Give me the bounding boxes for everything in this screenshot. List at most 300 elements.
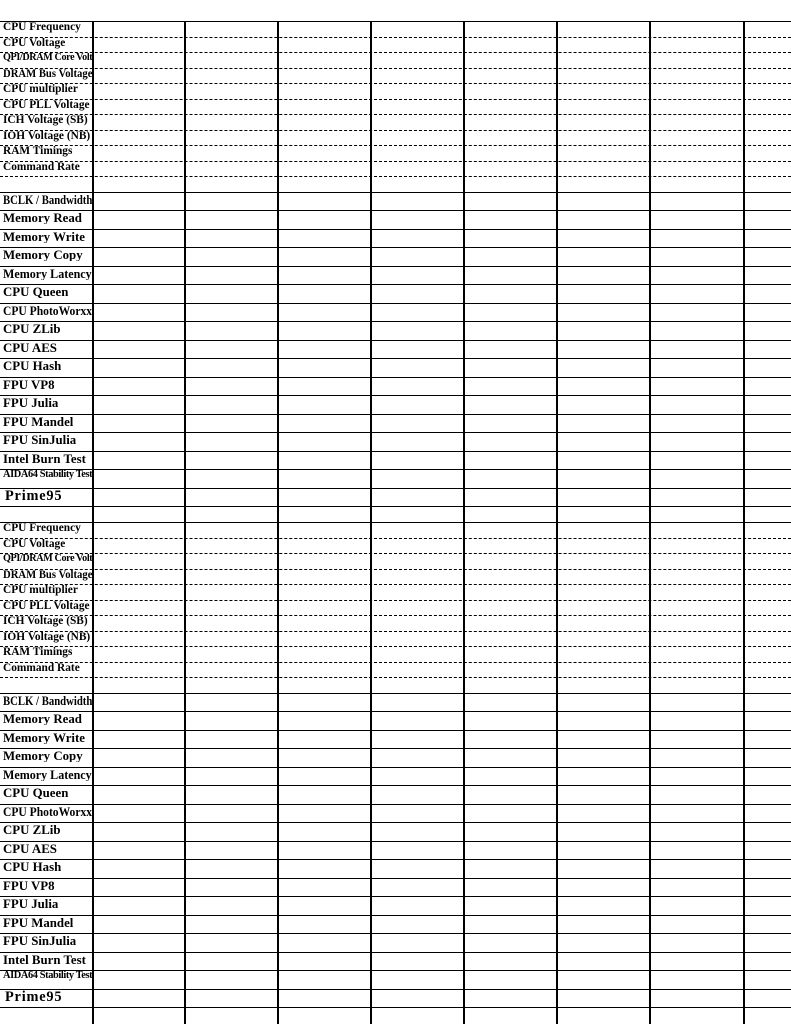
settings-row-cell[interactable]: [373, 569, 464, 585]
benchmark-row-cell[interactable]: [187, 970, 278, 989]
settings-row-cell[interactable]: [95, 37, 185, 52]
settings-row-cell[interactable]: [373, 538, 464, 553]
benchmark-row-cell[interactable]: [373, 748, 464, 767]
benchmark-row-cell[interactable]: [746, 210, 791, 229]
settings-row-cell[interactable]: [652, 615, 744, 631]
settings-row-cell[interactable]: [187, 600, 278, 616]
benchmark-row-cell[interactable]: [652, 488, 744, 507]
benchmark-row-cell[interactable]: [746, 488, 791, 507]
benchmark-row-cell[interactable]: [746, 358, 791, 377]
settings-row-cell[interactable]: [373, 631, 464, 647]
benchmark-row-cell[interactable]: [373, 785, 464, 804]
benchmark-row-cell[interactable]: [373, 841, 464, 860]
benchmark-row-cell[interactable]: [187, 451, 278, 470]
settings-row-cell[interactable]: [373, 677, 464, 693]
benchmark-row-cell[interactable]: [559, 693, 650, 712]
benchmark-row-cell[interactable]: [466, 395, 557, 414]
settings-row-cell[interactable]: [280, 522, 371, 538]
benchmark-row-cell[interactable]: [373, 432, 464, 451]
settings-row-cell[interactable]: [373, 52, 464, 68]
settings-row-cell[interactable]: [746, 600, 791, 616]
benchmark-row-cell[interactable]: [652, 822, 744, 841]
settings-row-cell[interactable]: [95, 114, 185, 130]
benchmark-row-cell[interactable]: [652, 952, 744, 971]
benchmark-row-cell[interactable]: [559, 432, 650, 451]
settings-row-cell[interactable]: [95, 52, 185, 68]
settings-row-cell[interactable]: [280, 584, 371, 600]
benchmark-row-cell[interactable]: [652, 377, 744, 396]
benchmark-row-cell[interactable]: [373, 192, 464, 211]
settings-row-cell[interactable]: [373, 176, 464, 192]
benchmark-row-cell[interactable]: [280, 488, 371, 507]
benchmark-row-cell[interactable]: [95, 451, 185, 470]
benchmark-row-cell[interactable]: [652, 989, 744, 1008]
benchmark-row-cell[interactable]: [559, 229, 650, 248]
benchmark-row-cell[interactable]: [187, 229, 278, 248]
benchmark-row-cell[interactable]: [280, 748, 371, 767]
settings-row-cell[interactable]: [280, 52, 371, 68]
settings-row-cell[interactable]: [95, 83, 185, 99]
benchmark-row-cell[interactable]: [373, 896, 464, 915]
benchmark-row-cell[interactable]: [466, 377, 557, 396]
benchmark-row-cell[interactable]: [280, 395, 371, 414]
benchmark-row-cell[interactable]: [373, 377, 464, 396]
benchmark-row-cell[interactable]: [280, 711, 371, 730]
settings-row-cell[interactable]: [187, 176, 278, 192]
settings-row-cell[interactable]: [187, 161, 278, 177]
benchmark-row-cell[interactable]: [95, 247, 185, 266]
settings-row-cell[interactable]: [652, 553, 744, 569]
settings-row-cell[interactable]: [559, 553, 650, 569]
settings-row-cell[interactable]: [373, 21, 464, 37]
benchmark-row-cell[interactable]: [466, 748, 557, 767]
settings-row-cell[interactable]: [373, 37, 464, 52]
settings-row-cell[interactable]: [187, 584, 278, 600]
settings-row-cell[interactable]: [466, 21, 557, 37]
benchmark-row-cell[interactable]: [373, 730, 464, 749]
benchmark-row-cell[interactable]: [746, 841, 791, 860]
settings-row-cell[interactable]: [466, 569, 557, 585]
benchmark-row-cell[interactable]: [95, 730, 185, 749]
benchmark-row-cell[interactable]: [187, 377, 278, 396]
settings-row-cell[interactable]: [280, 68, 371, 84]
benchmark-row-cell[interactable]: [280, 693, 371, 712]
benchmark-row-cell[interactable]: [652, 748, 744, 767]
benchmark-row-cell[interactable]: [652, 767, 744, 786]
benchmark-row-cell[interactable]: [95, 395, 185, 414]
benchmark-row-cell[interactable]: [373, 693, 464, 712]
benchmark-row-cell[interactable]: [187, 822, 278, 841]
settings-row-cell[interactable]: [373, 83, 464, 99]
benchmark-row-cell[interactable]: [373, 247, 464, 266]
benchmark-row-cell[interactable]: [652, 469, 744, 488]
settings-row-cell[interactable]: [187, 631, 278, 647]
settings-row-cell[interactable]: [746, 83, 791, 99]
benchmark-row-cell[interactable]: [746, 804, 791, 823]
benchmark-row-cell[interactable]: [466, 451, 557, 470]
settings-row-cell[interactable]: [373, 584, 464, 600]
benchmark-row-cell[interactable]: [373, 451, 464, 470]
benchmark-row-cell[interactable]: [187, 711, 278, 730]
settings-row-cell[interactable]: [559, 114, 650, 130]
benchmark-row-cell[interactable]: [373, 804, 464, 823]
settings-row-cell[interactable]: [373, 161, 464, 177]
settings-row-cell[interactable]: [95, 130, 185, 146]
benchmark-row-cell[interactable]: [466, 785, 557, 804]
settings-row-cell[interactable]: [95, 646, 185, 662]
benchmark-row-cell[interactable]: [373, 822, 464, 841]
settings-row-cell[interactable]: [187, 553, 278, 569]
settings-row-cell[interactable]: [95, 99, 185, 115]
settings-row-cell[interactable]: [373, 68, 464, 84]
benchmark-row-cell[interactable]: [373, 284, 464, 303]
settings-row-cell[interactable]: [95, 538, 185, 553]
settings-row-cell[interactable]: [559, 538, 650, 553]
benchmark-row-cell[interactable]: [187, 340, 278, 359]
benchmark-row-cell[interactable]: [280, 767, 371, 786]
benchmark-row-cell[interactable]: [187, 693, 278, 712]
benchmark-row-cell[interactable]: [559, 730, 650, 749]
benchmark-row-cell[interactable]: [95, 804, 185, 823]
settings-row-cell[interactable]: [280, 114, 371, 130]
benchmark-row-cell[interactable]: [187, 210, 278, 229]
settings-row-cell[interactable]: [652, 569, 744, 585]
settings-row-cell[interactable]: [559, 52, 650, 68]
benchmark-row-cell[interactable]: [652, 970, 744, 989]
settings-row-cell[interactable]: [466, 600, 557, 616]
settings-row-cell[interactable]: [746, 130, 791, 146]
settings-row-cell[interactable]: [746, 569, 791, 585]
benchmark-row-cell[interactable]: [187, 414, 278, 433]
settings-row-cell[interactable]: [746, 161, 791, 177]
settings-row-cell[interactable]: [652, 538, 744, 553]
benchmark-row-cell[interactable]: [373, 469, 464, 488]
settings-row-cell[interactable]: [187, 677, 278, 693]
benchmark-row-cell[interactable]: [187, 303, 278, 322]
benchmark-row-cell[interactable]: [187, 358, 278, 377]
settings-row-cell[interactable]: [559, 145, 650, 161]
settings-row-cell[interactable]: [373, 553, 464, 569]
settings-row-cell[interactable]: [746, 99, 791, 115]
benchmark-row-cell[interactable]: [95, 952, 185, 971]
settings-row-cell[interactable]: [652, 176, 744, 192]
benchmark-row-cell[interactable]: [187, 989, 278, 1008]
settings-row-cell[interactable]: [280, 37, 371, 52]
settings-row-cell[interactable]: [187, 646, 278, 662]
benchmark-row-cell[interactable]: [95, 841, 185, 860]
benchmark-row-cell[interactable]: [466, 303, 557, 322]
settings-row-cell[interactable]: [280, 145, 371, 161]
benchmark-row-cell[interactable]: [746, 896, 791, 915]
benchmark-row-cell[interactable]: [652, 210, 744, 229]
benchmark-row-cell[interactable]: [559, 989, 650, 1008]
settings-row-cell[interactable]: [746, 553, 791, 569]
settings-row-cell[interactable]: [280, 615, 371, 631]
settings-row-cell[interactable]: [746, 584, 791, 600]
benchmark-row-cell[interactable]: [466, 432, 557, 451]
settings-row-cell[interactable]: [466, 37, 557, 52]
benchmark-row-cell[interactable]: [466, 284, 557, 303]
benchmark-row-cell[interactable]: [652, 321, 744, 340]
benchmark-row-cell[interactable]: [559, 952, 650, 971]
settings-row-cell[interactable]: [280, 553, 371, 569]
benchmark-row-cell[interactable]: [95, 210, 185, 229]
settings-row-cell[interactable]: [652, 161, 744, 177]
settings-row-cell[interactable]: [95, 677, 185, 693]
benchmark-row-cell[interactable]: [746, 451, 791, 470]
settings-row-cell[interactable]: [652, 68, 744, 84]
settings-row-cell[interactable]: [746, 145, 791, 161]
settings-row-cell[interactable]: [559, 522, 650, 538]
benchmark-row-cell[interactable]: [652, 859, 744, 878]
settings-row-cell[interactable]: [559, 584, 650, 600]
benchmark-row-cell[interactable]: [746, 303, 791, 322]
settings-row-cell[interactable]: [280, 176, 371, 192]
settings-row-cell[interactable]: [280, 677, 371, 693]
benchmark-row-cell[interactable]: [652, 229, 744, 248]
settings-row-cell[interactable]: [95, 615, 185, 631]
settings-row-cell[interactable]: [746, 662, 791, 678]
benchmark-row-cell[interactable]: [466, 915, 557, 934]
benchmark-row-cell[interactable]: [466, 841, 557, 860]
benchmark-row-cell[interactable]: [95, 859, 185, 878]
benchmark-row-cell[interactable]: [187, 878, 278, 897]
benchmark-row-cell[interactable]: [746, 266, 791, 285]
settings-row-cell[interactable]: [187, 114, 278, 130]
benchmark-row-cell[interactable]: [746, 989, 791, 1008]
benchmark-row-cell[interactable]: [559, 859, 650, 878]
settings-row-cell[interactable]: [466, 646, 557, 662]
settings-row-cell[interactable]: [652, 677, 744, 693]
benchmark-row-cell[interactable]: [280, 377, 371, 396]
benchmark-row-cell[interactable]: [466, 321, 557, 340]
settings-row-cell[interactable]: [652, 631, 744, 647]
settings-row-cell[interactable]: [559, 600, 650, 616]
benchmark-row-cell[interactable]: [746, 432, 791, 451]
settings-row-cell[interactable]: [280, 631, 371, 647]
benchmark-row-cell[interactable]: [466, 340, 557, 359]
settings-row-cell[interactable]: [187, 662, 278, 678]
benchmark-row-cell[interactable]: [466, 989, 557, 1008]
benchmark-row-cell[interactable]: [746, 414, 791, 433]
settings-row-cell[interactable]: [373, 145, 464, 161]
settings-row-cell[interactable]: [559, 130, 650, 146]
benchmark-row-cell[interactable]: [559, 878, 650, 897]
benchmark-row-cell[interactable]: [746, 693, 791, 712]
benchmark-row-cell[interactable]: [466, 358, 557, 377]
benchmark-row-cell[interactable]: [373, 711, 464, 730]
benchmark-row-cell[interactable]: [559, 247, 650, 266]
benchmark-row-cell[interactable]: [559, 822, 650, 841]
benchmark-row-cell[interactable]: [280, 933, 371, 952]
benchmark-row-cell[interactable]: [559, 488, 650, 507]
benchmark-row-cell[interactable]: [746, 340, 791, 359]
benchmark-row-cell[interactable]: [746, 247, 791, 266]
settings-row-cell[interactable]: [652, 37, 744, 52]
benchmark-row-cell[interactable]: [652, 340, 744, 359]
benchmark-row-cell[interactable]: [559, 804, 650, 823]
benchmark-row-cell[interactable]: [95, 469, 185, 488]
settings-row-cell[interactable]: [652, 600, 744, 616]
settings-row-cell[interactable]: [280, 83, 371, 99]
benchmark-row-cell[interactable]: [280, 859, 371, 878]
settings-row-cell[interactable]: [652, 114, 744, 130]
benchmark-row-cell[interactable]: [280, 469, 371, 488]
benchmark-row-cell[interactable]: [187, 859, 278, 878]
benchmark-row-cell[interactable]: [746, 192, 791, 211]
benchmark-row-cell[interactable]: [187, 804, 278, 823]
settings-row-cell[interactable]: [559, 83, 650, 99]
benchmark-row-cell[interactable]: [95, 822, 185, 841]
benchmark-row-cell[interactable]: [280, 358, 371, 377]
benchmark-row-cell[interactable]: [559, 321, 650, 340]
settings-row-cell[interactable]: [187, 52, 278, 68]
settings-row-cell[interactable]: [559, 631, 650, 647]
benchmark-row-cell[interactable]: [652, 358, 744, 377]
benchmark-row-cell[interactable]: [746, 469, 791, 488]
benchmark-row-cell[interactable]: [652, 266, 744, 285]
benchmark-row-cell[interactable]: [95, 693, 185, 712]
settings-row-cell[interactable]: [280, 538, 371, 553]
benchmark-row-cell[interactable]: [187, 192, 278, 211]
settings-row-cell[interactable]: [280, 21, 371, 37]
settings-row-cell[interactable]: [95, 569, 185, 585]
benchmark-row-cell[interactable]: [652, 693, 744, 712]
settings-row-cell[interactable]: [652, 662, 744, 678]
benchmark-row-cell[interactable]: [280, 915, 371, 934]
benchmark-row-cell[interactable]: [559, 414, 650, 433]
benchmark-row-cell[interactable]: [95, 229, 185, 248]
benchmark-row-cell[interactable]: [280, 896, 371, 915]
settings-row-cell[interactable]: [95, 662, 185, 678]
settings-row-cell[interactable]: [652, 145, 744, 161]
benchmark-row-cell[interactable]: [652, 730, 744, 749]
benchmark-row-cell[interactable]: [187, 952, 278, 971]
benchmark-row-cell[interactable]: [559, 711, 650, 730]
benchmark-row-cell[interactable]: [280, 266, 371, 285]
benchmark-row-cell[interactable]: [187, 432, 278, 451]
settings-row-cell[interactable]: [95, 584, 185, 600]
benchmark-row-cell[interactable]: [746, 970, 791, 989]
settings-row-cell[interactable]: [746, 52, 791, 68]
settings-row-cell[interactable]: [373, 600, 464, 616]
benchmark-row-cell[interactable]: [187, 915, 278, 934]
benchmark-row-cell[interactable]: [746, 284, 791, 303]
benchmark-row-cell[interactable]: [373, 395, 464, 414]
settings-row-cell[interactable]: [652, 130, 744, 146]
benchmark-row-cell[interactable]: [652, 192, 744, 211]
benchmark-row-cell[interactable]: [280, 822, 371, 841]
settings-row-cell[interactable]: [187, 522, 278, 538]
benchmark-row-cell[interactable]: [652, 432, 744, 451]
settings-row-cell[interactable]: [466, 584, 557, 600]
settings-row-cell[interactable]: [187, 615, 278, 631]
benchmark-row-cell[interactable]: [187, 896, 278, 915]
settings-row-cell[interactable]: [187, 21, 278, 37]
benchmark-row-cell[interactable]: [280, 414, 371, 433]
settings-row-cell[interactable]: [746, 522, 791, 538]
settings-row-cell[interactable]: [466, 538, 557, 553]
benchmark-row-cell[interactable]: [746, 229, 791, 248]
benchmark-row-cell[interactable]: [373, 989, 464, 1008]
benchmark-row-cell[interactable]: [466, 859, 557, 878]
settings-row-cell[interactable]: [466, 176, 557, 192]
settings-row-cell[interactable]: [466, 615, 557, 631]
benchmark-row-cell[interactable]: [466, 933, 557, 952]
benchmark-row-cell[interactable]: [559, 767, 650, 786]
benchmark-row-cell[interactable]: [187, 284, 278, 303]
settings-row-cell[interactable]: [95, 176, 185, 192]
settings-row-cell[interactable]: [280, 646, 371, 662]
benchmark-row-cell[interactable]: [95, 915, 185, 934]
settings-row-cell[interactable]: [466, 145, 557, 161]
benchmark-row-cell[interactable]: [95, 488, 185, 507]
benchmark-row-cell[interactable]: [373, 952, 464, 971]
benchmark-row-cell[interactable]: [373, 210, 464, 229]
settings-row-cell[interactable]: [746, 114, 791, 130]
benchmark-row-cell[interactable]: [95, 748, 185, 767]
benchmark-row-cell[interactable]: [95, 303, 185, 322]
settings-row-cell[interactable]: [559, 646, 650, 662]
benchmark-row-cell[interactable]: [652, 915, 744, 934]
benchmark-row-cell[interactable]: [280, 432, 371, 451]
settings-row-cell[interactable]: [746, 21, 791, 37]
benchmark-row-cell[interactable]: [280, 878, 371, 897]
benchmark-row-cell[interactable]: [466, 693, 557, 712]
benchmark-row-cell[interactable]: [746, 711, 791, 730]
settings-row-cell[interactable]: [187, 83, 278, 99]
settings-row-cell[interactable]: [746, 176, 791, 192]
benchmark-row-cell[interactable]: [466, 896, 557, 915]
settings-row-cell[interactable]: [652, 99, 744, 115]
benchmark-row-cell[interactable]: [746, 878, 791, 897]
benchmark-row-cell[interactable]: [466, 804, 557, 823]
benchmark-row-cell[interactable]: [746, 377, 791, 396]
benchmark-row-cell[interactable]: [466, 210, 557, 229]
benchmark-row-cell[interactable]: [373, 358, 464, 377]
settings-row-cell[interactable]: [466, 662, 557, 678]
benchmark-row-cell[interactable]: [95, 284, 185, 303]
benchmark-row-cell[interactable]: [652, 785, 744, 804]
benchmark-row-cell[interactable]: [280, 952, 371, 971]
settings-row-cell[interactable]: [187, 569, 278, 585]
settings-row-cell[interactable]: [95, 553, 185, 569]
benchmark-row-cell[interactable]: [373, 767, 464, 786]
benchmark-row-cell[interactable]: [466, 414, 557, 433]
settings-row-cell[interactable]: [466, 631, 557, 647]
benchmark-row-cell[interactable]: [652, 395, 744, 414]
benchmark-row-cell[interactable]: [652, 414, 744, 433]
settings-row-cell[interactable]: [746, 37, 791, 52]
benchmark-row-cell[interactable]: [652, 303, 744, 322]
settings-row-cell[interactable]: [466, 52, 557, 68]
settings-row-cell[interactable]: [95, 161, 185, 177]
benchmark-row-cell[interactable]: [652, 933, 744, 952]
settings-row-cell[interactable]: [280, 161, 371, 177]
benchmark-row-cell[interactable]: [95, 340, 185, 359]
settings-row-cell[interactable]: [559, 662, 650, 678]
benchmark-row-cell[interactable]: [466, 767, 557, 786]
benchmark-row-cell[interactable]: [95, 432, 185, 451]
settings-row-cell[interactable]: [187, 145, 278, 161]
settings-row-cell[interactable]: [280, 600, 371, 616]
settings-row-cell[interactable]: [466, 130, 557, 146]
benchmark-row-cell[interactable]: [746, 321, 791, 340]
benchmark-row-cell[interactable]: [95, 878, 185, 897]
benchmark-row-cell[interactable]: [95, 785, 185, 804]
settings-row-cell[interactable]: [187, 130, 278, 146]
benchmark-row-cell[interactable]: [466, 247, 557, 266]
